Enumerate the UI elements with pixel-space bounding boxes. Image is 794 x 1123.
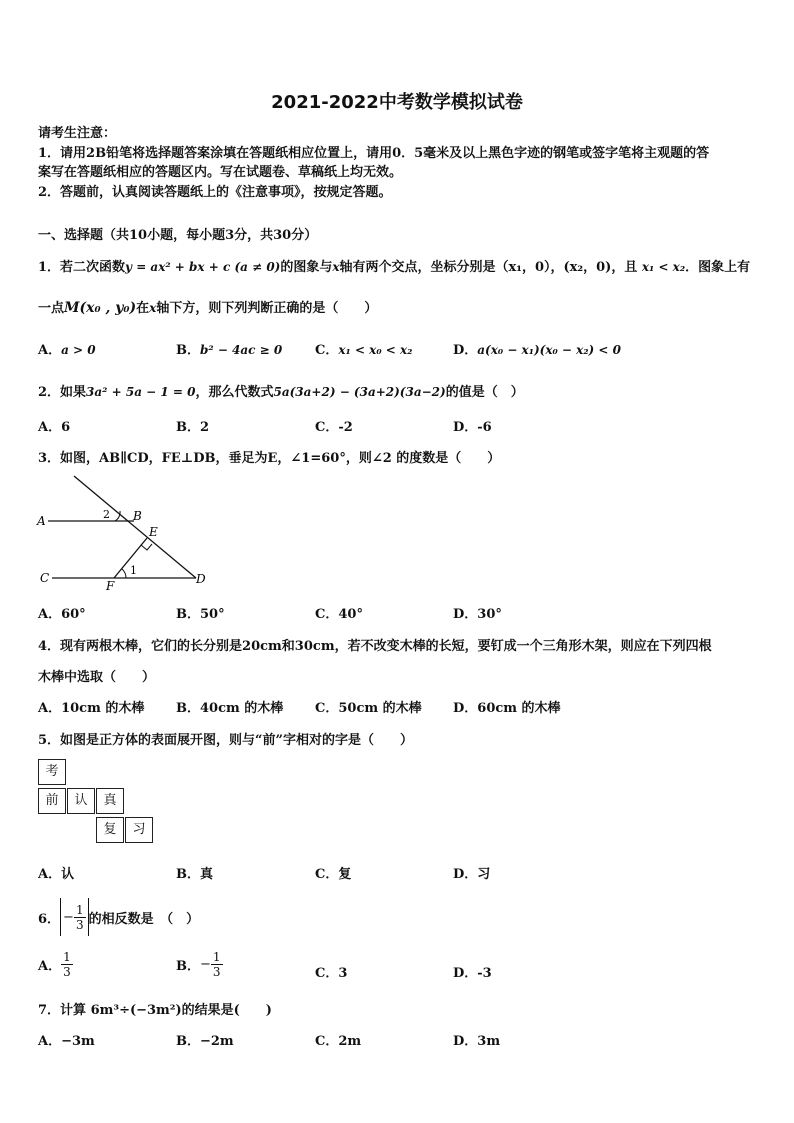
line-bd (74, 476, 196, 578)
q4-option-b[interactable]: B．40cm 的木棒 (176, 701, 284, 716)
q1-equation: y = ax² + bx + c (a ≠ 0) (125, 260, 281, 274)
label-c: C (40, 571, 50, 585)
q2-text-1: 2．如果 (38, 385, 87, 400)
q1-option-d-math: a(x₀ − x₁)(x₀ − x₂) < 0 (477, 343, 621, 357)
q6-option-b-minus: − (200, 957, 211, 972)
q6-absolute-value (60, 898, 89, 936)
q6-option-a-den: 3 (63, 965, 71, 979)
q2-option-d[interactable]: D．-6 (453, 420, 492, 435)
q7-option-c[interactable]: C．2m (315, 1034, 362, 1049)
label-b: B (133, 509, 142, 523)
q1-text-6: 在 (136, 301, 150, 316)
angle-1-arc (122, 569, 126, 578)
q1-option-a[interactable] (38, 339, 96, 358)
cube-net-figure (38, 759, 158, 847)
q6-option-b-num: 1 (212, 950, 221, 964)
q6-fraction (74, 903, 86, 932)
q6-denominator: 3 (75, 917, 84, 932)
section-heading: 一、选择题（共10小题，每小题3分，共30分） (38, 228, 318, 243)
question-4-stem-2: 木棒中选取（ ） (38, 670, 156, 685)
label-e: E (149, 525, 158, 539)
question-7-stem: 7．计算 6m³÷(−3m²)的结果是( ) (38, 1003, 272, 1018)
q1-text-5: 一点 (38, 301, 65, 316)
q2-option-c[interactable]: C．-2 (315, 420, 353, 435)
label-f: F (106, 579, 115, 593)
q5-option-a[interactable]: A．认 (38, 867, 75, 882)
q1-point: M(x₀ , y₀) (64, 300, 137, 316)
q1-option-b[interactable] (176, 339, 282, 358)
q4-option-d[interactable]: D．60cm 的木棒 (453, 701, 561, 716)
q2-equation-2: 5a(3a+2) − (3a+2)(3a−2) (273, 385, 446, 399)
notice-heading: 请考生注意： (38, 126, 117, 141)
q1-option-a-label: A． (38, 343, 62, 358)
q1-option-a-math: a > 0 (61, 343, 96, 357)
q1-text-1: 1．若二次函数 (38, 260, 126, 275)
q6-option-a-fraction (61, 950, 73, 979)
q4-option-c[interactable]: C．50cm 的木棒 (315, 701, 422, 716)
question-1-line-1 (38, 256, 750, 275)
q6-minus: − (63, 909, 74, 925)
q2-option-b[interactable]: B．2 (176, 420, 210, 435)
q7-option-d[interactable]: D．3m (453, 1034, 501, 1049)
q1-option-c-math: x₁ < x₀ < x₂ (338, 343, 413, 357)
q7-option-a[interactable]: A．−3m (38, 1034, 95, 1049)
right-angle-mark (141, 544, 152, 550)
question-6-stem (38, 898, 199, 936)
notice-line-1b: 案写在答题纸相应的答题区内。写在试题卷、草稿纸上均无效。 (38, 165, 403, 180)
q1-option-c[interactable] (315, 339, 412, 358)
page-title: 2021-2022中考数学模拟试卷 (271, 92, 523, 113)
q6-option-a[interactable] (38, 950, 73, 979)
q6-option-b-fraction (211, 950, 223, 979)
label-a: A (37, 514, 46, 528)
q7-option-b[interactable]: B．−2m (176, 1034, 234, 1049)
q5-option-b[interactable]: B．真 (176, 867, 213, 882)
q6-numerator: 1 (75, 902, 84, 917)
label-angle-1: 1 (130, 564, 137, 577)
q1-option-b-label: B． (176, 343, 200, 358)
q1-option-c-label: C． (315, 343, 339, 358)
q1-text-4: ．图象上有 (685, 260, 751, 275)
q6-option-d[interactable]: D．-3 (453, 966, 492, 981)
q6-option-b[interactable] (176, 950, 223, 979)
net-cell-ren: 认 (67, 788, 95, 814)
q2-text-2: ，那么代数式 (195, 385, 274, 400)
q1-option-d-label: D． (453, 343, 478, 358)
q6-option-c[interactable]: C．3 (315, 966, 348, 981)
q2-text-3: 的值是（ ） (445, 385, 524, 400)
q1-option-b-math: b² − 4ac ≥ 0 (200, 343, 283, 357)
label-d: D (196, 572, 206, 586)
question-1-line-2 (38, 297, 377, 316)
q4-option-a[interactable]: A．10cm 的木棒 (38, 701, 145, 716)
q1-text-2: 的图象与 (280, 260, 333, 275)
q1-text-7: 轴下方，则下列判断正确的是（ ） (156, 301, 378, 316)
q3-figure (34, 474, 214, 596)
q1-x-var-2: x (149, 301, 157, 315)
net-cell-qian: 前 (38, 788, 66, 814)
q6-option-a-label: A． (38, 959, 62, 974)
q6-text: 的相反数是 （ ） (88, 911, 200, 927)
question-5-stem: 5．如图是正方体的表面展开图，则与“前”字相对的字是（ ） (38, 733, 414, 748)
q2-option-a[interactable]: A．6 (38, 420, 71, 435)
question-3-stem: 3．如图，AB∥CD，FE⊥DB，垂足为E，∠1=60°，则∠2 的度数是（ ） (38, 451, 501, 466)
q5-option-c[interactable]: C．复 (315, 867, 352, 882)
notice-line-1: 1．请用2B铅笔将选择题答案涂填在答题纸相应位置上，请用0．5毫米及以上黑色字迹的钢笔或签字笔将主观题的答 (38, 146, 710, 161)
q6-option-b-den: 3 (212, 965, 221, 979)
q6-number: 6． (38, 911, 61, 927)
label-angle-2: 2 (103, 508, 110, 521)
q1-text-3: 轴有两个交点，坐标分别是（x₁，0），(x₂，0)，且 (339, 260, 638, 275)
q1-option-d[interactable] (453, 339, 621, 358)
notice-line-2: 2．答题前，认真阅读答题纸上的《注意事项》，按规定答题。 (38, 185, 392, 200)
net-cell-kao: 考 (38, 759, 66, 785)
question-4-stem-1: 4．现有两根木棒，它们的长分别是20cm和30cm，若不改变木棒的长短，要钉成一个三角形木架，则应在下列四根 (38, 639, 712, 654)
q2-equation-1: 3a² + 5a − 1 = 0 (86, 385, 196, 399)
q3-option-c[interactable]: C．40° (315, 607, 363, 622)
question-2-stem (38, 381, 524, 400)
q6-option-a-num: 1 (63, 950, 71, 964)
q6-option-b-label: B． (176, 959, 200, 974)
q3-option-b[interactable]: B．50° (176, 607, 225, 622)
q5-option-d[interactable]: D．习 (453, 867, 491, 882)
q1-condition: x₁ < x₂ (641, 260, 686, 274)
net-cell-zhen: 真 (96, 788, 124, 814)
q3-option-a[interactable]: A．60° (38, 607, 86, 622)
q3-option-d[interactable]: D．30° (453, 607, 502, 622)
net-cell-fu: 复 (96, 817, 124, 843)
net-cell-xi: 习 (125, 817, 153, 843)
q1-x-var: x (332, 260, 340, 274)
